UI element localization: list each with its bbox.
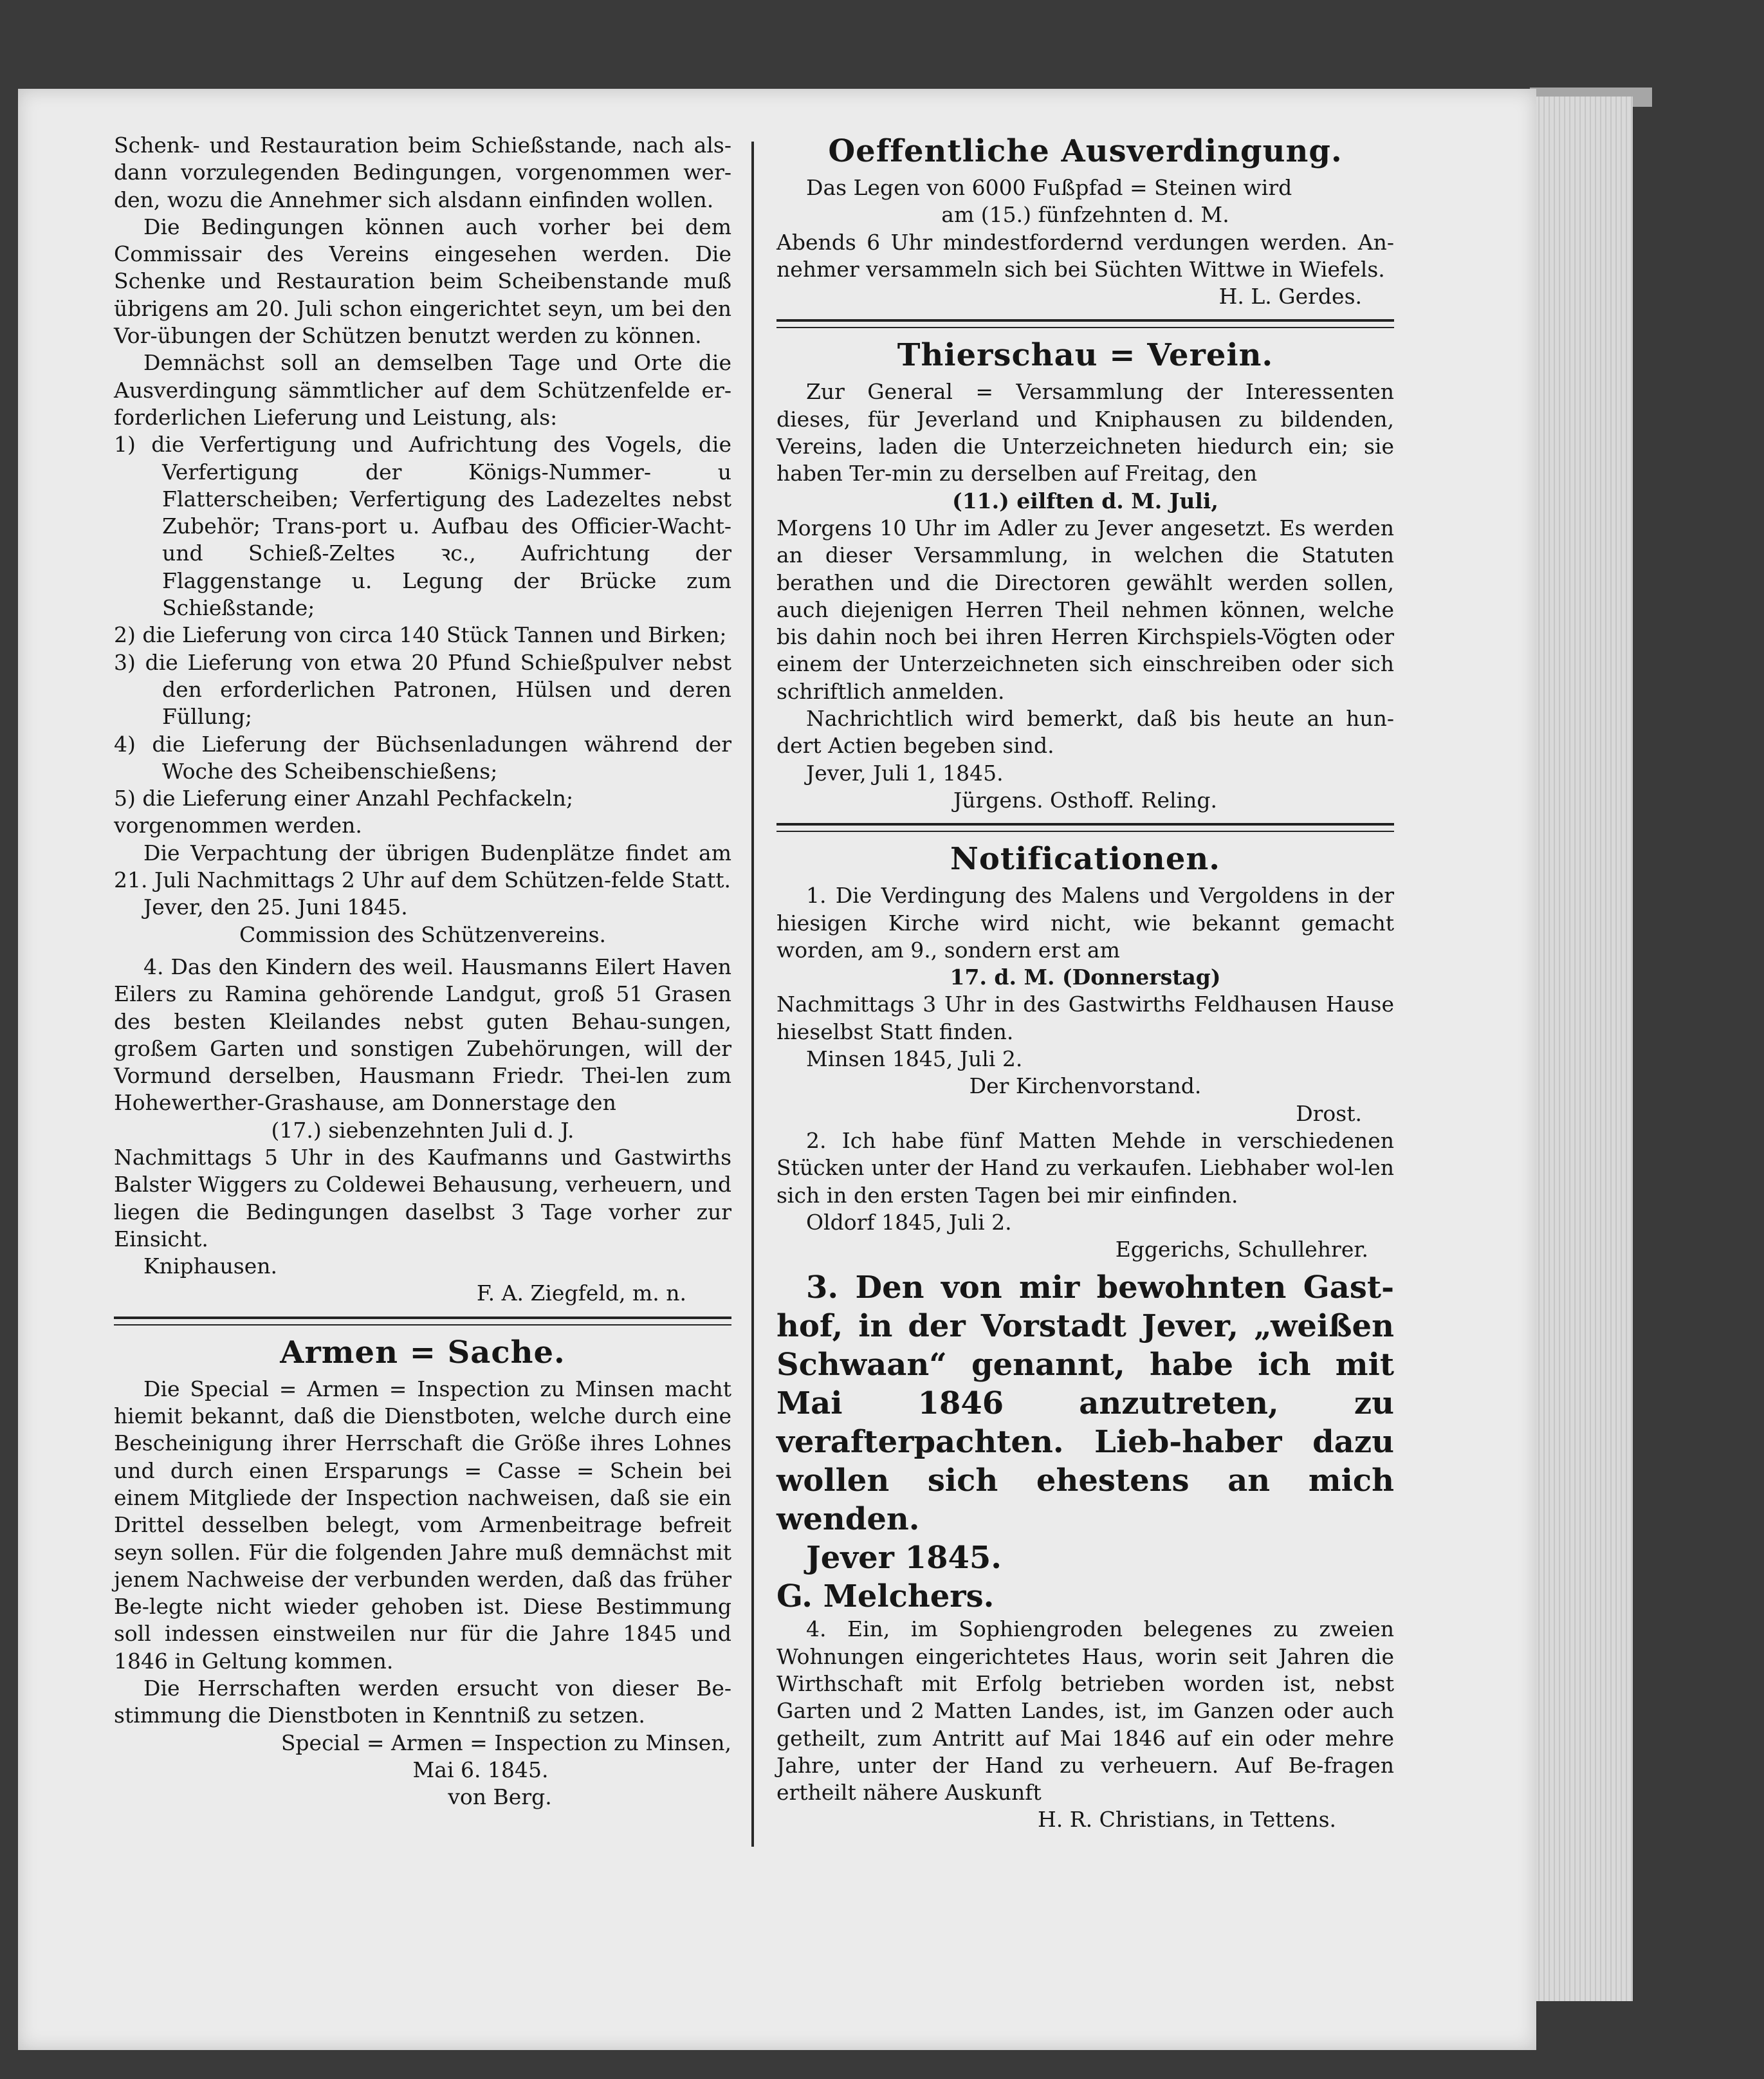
signature: Commission des Schützenvereins. — [239, 921, 607, 947]
paragraph: 4. Das den Kindern des weil. Hausmanns Eilert Haven Eilers zu Ramina gehörende Landgut, groß 51 Grasen des besten Kleilandes nebst guten Behau-sungen, großem Garten und sonstigen Zubehörungen, will der Vormund derselben, Hausmann Friedr. Thei-len zum Hohewerther-Grashause, am Donnerstage den — [114, 954, 731, 1116]
signature: G. Melchers. — [776, 1578, 995, 1615]
list-item: 4) die Lieferung der Büchsenladungen während der Woche des Scheibenschießens; — [114, 731, 731, 784]
section-heading: Thierschau = Verein. — [897, 337, 1274, 374]
signature: Der Kirchenvorstand. — [969, 1073, 1202, 1099]
date-line: (17.) siebenzehnten Juli d. J. — [271, 1117, 574, 1143]
date-line: Jever, Juli 1, 1845. — [806, 760, 1004, 786]
section-rule — [114, 1317, 731, 1326]
section-rule — [776, 823, 1394, 832]
paragraph: 4. Ein, im Sophiengroden belegenes zu zweien Wohnungen eingerichtetes Haus, worin seit Jahren die Wirthschaft mit Erfolg betrieben worden ist, nebst Garten und 2 Matten Landes, ist, im Ganzen oder auch getheilt, zum Antritt auf Mai 1846 auf ein oder mehre Jahre, unter der Hand zu verheuern. Auf Be-fragen ertheilt nähere Auskunft — [776, 1616, 1394, 1806]
signature: F. A. Ziegfeld, m. n. — [476, 1280, 686, 1306]
paragraph: 1. Die Verdingung des Malens und Vergoldens in der hiesigen Kirche wird nicht, wie bekannt gemacht worden, am 9., sondern erst am — [776, 883, 1394, 963]
paragraph: Nachmittags 3 Uhr in des Gastwirths Feldhausen Hause hieselbst Statt finden. — [776, 992, 1394, 1044]
section-rule — [776, 319, 1394, 328]
signature: von Berg. — [448, 1784, 552, 1810]
paragraph: Demnächst soll an demselben Tage und Orte die Ausverdingung sämmtlicher auf dem Schützenfelde er-forderlichen Lieferung und Leistung, als: — [114, 350, 731, 430]
list-item: 2) die Lieferung von circa 140 Stück Tannen und Birken; — [114, 622, 727, 648]
date-line: Jever, den 25. Juni 1845. — [143, 894, 408, 920]
paragraph: Nachmittags 5 Uhr in des Kaufmanns und Gastwirths Balster Wiggers zu Coldewei Behausung, verheuern, und liegen die Bedingungen daselbst 3 Tage vorher zur Einsicht. — [114, 1144, 731, 1252]
paragraph: vorgenommen werden. — [114, 813, 362, 838]
paragraph: 2. Ich habe fünf Matten Mehde in verschiedenen Stücken unter der Hand zu verkaufen. Liebhaber wol-len sich in den ersten Tagen bei mir einfinden. — [776, 1127, 1394, 1208]
book-page-edges — [1530, 97, 1633, 2001]
signature: Special = Armen = Inspection zu Minsen, — [280, 1730, 731, 1755]
signature: Drost. — [1296, 1100, 1362, 1126]
section-heading: Notificationen. — [950, 841, 1220, 878]
paragraph: Zur General = Versammlung der Interessenten dieses, für Jeverland und Kniphausen zu bildenden, Vereins, laden die Unterzeichneten hiedurch ein; sie haben Ter-min zu derselben auf Freitag, den — [776, 379, 1394, 486]
signature: H. R. Christians, in Tettens. — [1037, 1807, 1336, 1833]
paragraph: Die Bedingungen können auch vorher bei dem Commissair des Vereins eingesehen werden. Die Schenke und Restauration beim Scheibenstande muß übrigens am 20. Juli schon eingerichtet seyn, um bei den Vor-übungen der Schützen benutzt werden zu können. — [114, 214, 731, 349]
left-column — [114, 132, 731, 1811]
paragraph: Das Legen von 6000 Fußpfad = Steinen wird — [806, 175, 1292, 200]
section-heading: Oeffentliche Ausverdingung. — [828, 133, 1343, 169]
signature: Jürgens. Osthoff. Reling. — [953, 787, 1218, 813]
place-line: Kniphausen. — [143, 1253, 277, 1279]
date-line: Oldorf 1845, Juli 2. — [806, 1209, 1012, 1235]
signature: Eggerichs, Schullehrer. — [1115, 1237, 1368, 1262]
section-heading: Armen = Sache. — [280, 1334, 565, 1371]
paragraph: Schenk- und Restauration beim Schießstande, nach als-dann vorzulegenden Bedingungen, vorgenommen wer-den, wozu die Annehmer sich alsdann einfinden wollen. — [114, 133, 731, 212]
paragraph: Abends 6 Uhr mindestfordernd verdungen werden. An-nehmer versammeln sich bei Süchten Wittwe in Wiefels. — [776, 229, 1394, 282]
paragraph: Nachrichtlich wird bemerkt, daß bis heute an hun-dert Actien begeben sind. — [776, 706, 1394, 759]
date-line: Minsen 1845, Juli 2. — [806, 1046, 1023, 1072]
date-line: (11.) eilften d. M. Juli, — [952, 488, 1218, 513]
date-line: 17. d. M. (Donnerstag) — [950, 965, 1221, 990]
list-item: 5) die Lieferung einer Anzahl Pechfackeln; — [114, 786, 574, 811]
list-item: 3) die Lieferung von etwa 20 Pfund Schießpulver nebst den erforderlichen Patronen, Hülsen und deren Füllung; — [114, 649, 731, 730]
paragraph: Die Herrschaften werden ersucht von dieser Be-stimmung die Dienstboten in Kenntniß zu setzen. — [114, 1676, 731, 1728]
column-divider — [751, 142, 754, 1847]
date-line: Mai 6. 1845. — [412, 1757, 549, 1782]
list-item: 1) die Verfertigung und Aufrichtung des Vogels, die Verfertigung der Königs-Nummer- u Flatterscheiben; Verfertigung des Ladezeltes nebst Zubehör; Trans-port u. Aufbau des Officier-Wacht- und Schieß-Zeltes ꝛc., Aufrichtung der Flaggenstange u. Legung der Brücke zum Schießstande; — [114, 432, 731, 621]
paragraph: 3. Den von mir bewohnten Gast-hof, in der Vorstadt Jever, „weißen Schwaan“ genannt, habe ich mit Mai 1846 anzutreten, zu verafterpachten. Lieb-haber dazu wollen sich ehestens an mich wenden. — [776, 1270, 1394, 1538]
date-line: Jever 1845. — [806, 1540, 1002, 1576]
paragraph: Die Verpachtung der übrigen Budenplätze findet am 21. Juli Nachmittags 2 Uhr auf dem Schützen-felde Statt. — [114, 840, 731, 893]
paragraph: Die Special = Armen = Inspection zu Minsen macht hiemit bekannt, daß die Dienstboten, welche durch eine Bescheinigung ihrer Herrschaft die Größe ihres Lohnes und durch einen Ersparungs = Casse = Schein bei einem Mitgliede der Inspection nachweisen, daß sie ein Drittel desselben belegt, vom Armenbeitrage befreit seyn sollen. Für die folgenden Jahre muß demnächst mit jenem Nachweise der verbunden werden, daß das früher Be-legte nicht wieder gehoben ist. Diese Bestimmung soll indessen einstweilen nur für die Jahre 1845 und 1846 in Geltung kommen. — [114, 1376, 731, 1674]
date-line: am (15.) fünfzehnten d. M. — [941, 202, 1229, 228]
signature: H. L. Gerdes. — [1218, 284, 1362, 310]
right-column — [776, 132, 1394, 1834]
paragraph: Morgens 10 Uhr im Adler zu Jever angesetzt. Es werden an dieser Versammlung, in welchen die Statuten berathen und die Directoren gewählt werden sollen, auch diejenigen Herren Theil nehmen können, welche bis dahin noch bei ihren Herren Kirchspiels-Vögten oder einem der Unterzeichneten sich einschreiben oder sich schriftlich anmelden. — [776, 515, 1394, 704]
